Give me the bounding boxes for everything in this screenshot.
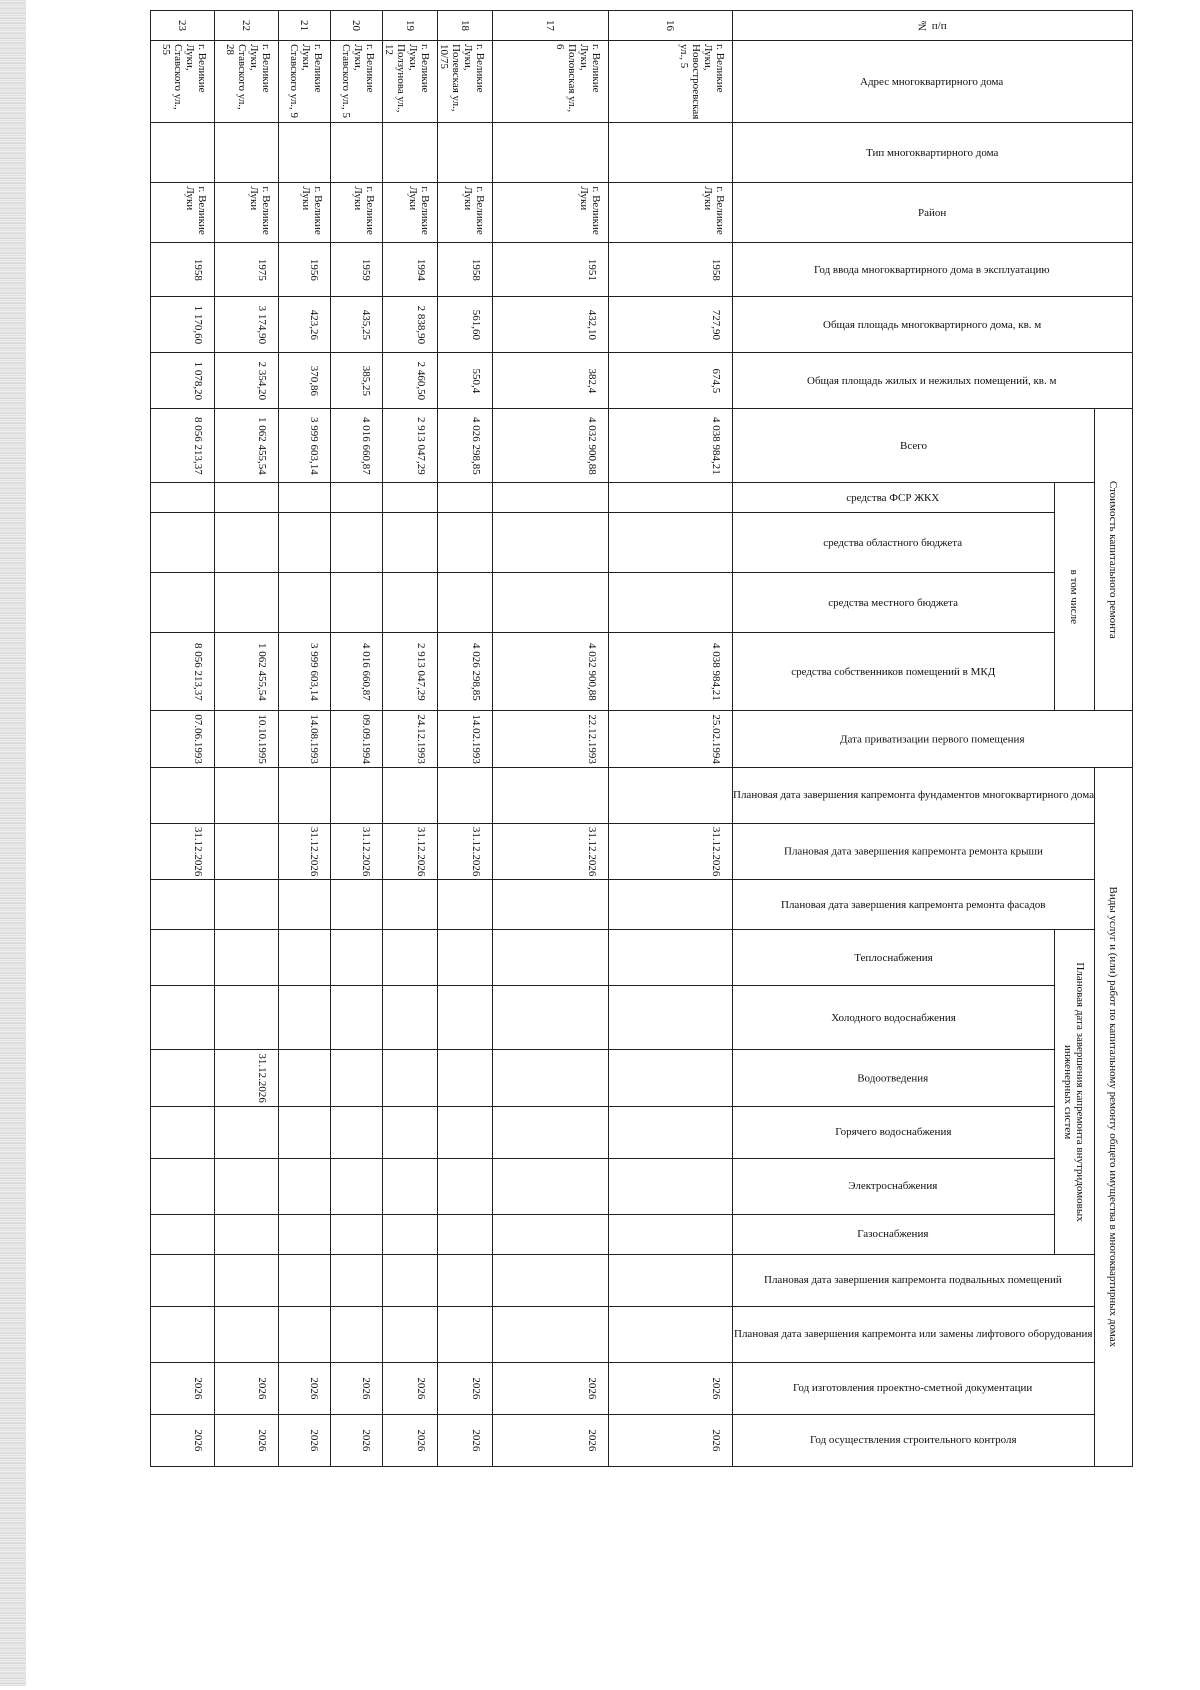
cell-sys-gas xyxy=(493,1214,609,1254)
cell-cost-owners: 4 026 298,85 xyxy=(438,633,493,711)
cell-cost-total: 4 038 984,21 xyxy=(609,409,733,483)
cell-year-construction-control: 2026 xyxy=(279,1414,331,1466)
table-row xyxy=(438,11,493,1467)
cell-sys-sewer xyxy=(493,1050,609,1107)
cell-address: г. Великие Луки, Ползунова ул., 12 xyxy=(383,41,438,123)
cell-sys-electric xyxy=(609,1158,733,1214)
cell-num: 22 xyxy=(215,11,279,41)
table-row xyxy=(493,11,609,1467)
cell-sys-gas xyxy=(279,1214,331,1254)
header-district: Район xyxy=(733,183,1133,243)
cell-plan-foundation xyxy=(438,767,493,823)
cell-cost-total: 2 913 047,29 xyxy=(383,409,438,483)
table-body xyxy=(151,11,733,1467)
cell-year-design: 2026 xyxy=(331,1362,383,1414)
cell-district: г. Великие Луки xyxy=(383,183,438,243)
cell-plan-facade xyxy=(609,880,733,930)
cell-plan-roof: 31.12.2026 xyxy=(438,823,493,880)
cell-cost-local xyxy=(215,573,279,633)
cell-sys-hot-water xyxy=(383,1106,438,1158)
cell-plan-facade xyxy=(151,880,215,930)
cell-sys-heat xyxy=(215,930,279,986)
cell-cost-fund xyxy=(151,483,215,513)
cell-total-area: 561,60 xyxy=(438,297,493,353)
header-cost-owners: средства собственников помещений в МКД xyxy=(733,633,1055,711)
cell-privatization-date: 09.09.1994 xyxy=(331,711,383,768)
cell-year-design: 2026 xyxy=(438,1362,493,1414)
cell-plan-facade xyxy=(493,880,609,930)
cell-plan-roof: 31.12.2026 xyxy=(609,823,733,880)
header-total-area: Общая площадь многоквартирного дома, кв. м xyxy=(733,297,1133,353)
cell-plan-facade xyxy=(383,880,438,930)
cell-sys-heat xyxy=(331,930,383,986)
cell-district: г. Великие Луки xyxy=(609,183,733,243)
cell-address: г. Великие Луки, Ставского ул., 5 xyxy=(331,41,383,123)
cell-cost-total: 1 062 455,54 xyxy=(215,409,279,483)
cell-sys-hot-water xyxy=(151,1106,215,1158)
cell-sys-gas xyxy=(331,1214,383,1254)
cell-sys-electric xyxy=(331,1158,383,1214)
cell-year-construction-control: 2026 xyxy=(609,1414,733,1466)
cell-living-area: 382,4 xyxy=(493,353,609,409)
header-sys-gas: Газоснабжения xyxy=(733,1214,1055,1254)
cell-cost-local xyxy=(383,573,438,633)
cell-house-type xyxy=(438,123,493,183)
cell-house-type xyxy=(331,123,383,183)
cell-cost-fund xyxy=(383,483,438,513)
cell-cost-total: 3 999 603,14 xyxy=(279,409,331,483)
cell-sys-sewer xyxy=(331,1050,383,1107)
cell-district: г. Великие Луки xyxy=(438,183,493,243)
cell-sys-heat xyxy=(151,930,215,986)
header-works-group: Виды услуг и (или) работ по капитальному ремонту общего имущества в многоквартирных домах xyxy=(1095,767,1133,1466)
rotated-document-page xyxy=(160,10,1133,1690)
cell-cost-fund xyxy=(438,483,493,513)
table-row xyxy=(215,11,279,1467)
header-sys-heat: Теплоснабжения xyxy=(733,930,1055,986)
cell-sys-gas xyxy=(609,1214,733,1254)
cell-sys-cold-water xyxy=(493,986,609,1050)
cell-year-built: 1958 xyxy=(609,243,733,297)
cell-sys-sewer xyxy=(609,1050,733,1107)
cell-address: г. Великие Луки, Ставского ул., 28 xyxy=(215,41,279,123)
cell-plan-facade xyxy=(215,880,279,930)
cell-cost-local xyxy=(331,573,383,633)
cell-sys-electric xyxy=(151,1158,215,1214)
cell-cost-region xyxy=(493,513,609,573)
cell-sys-gas xyxy=(383,1214,438,1254)
cell-year-design: 2026 xyxy=(151,1362,215,1414)
cell-year-built: 1994 xyxy=(383,243,438,297)
cell-privatization-date: 22.12.1993 xyxy=(493,711,609,768)
cell-sys-gas xyxy=(438,1214,493,1254)
cell-sys-cold-water xyxy=(438,986,493,1050)
cell-cost-region xyxy=(215,513,279,573)
cell-total-area: 432,10 xyxy=(493,297,609,353)
cell-plan-elevator xyxy=(493,1306,609,1362)
cell-sys-heat xyxy=(493,930,609,986)
cell-sys-gas xyxy=(151,1214,215,1254)
cell-plan-basement xyxy=(151,1254,215,1306)
cell-cost-fund xyxy=(215,483,279,513)
cell-sys-sewer xyxy=(438,1050,493,1107)
cell-year-design: 2026 xyxy=(383,1362,438,1414)
cell-sys-sewer xyxy=(383,1050,438,1107)
header-living-area: Общая площадь жилых и нежилых помещений, кв. м xyxy=(733,353,1133,409)
cell-living-area: 550,4 xyxy=(438,353,493,409)
cell-num: 21 xyxy=(279,11,331,41)
cell-cost-owners: 1 062 455,54 xyxy=(215,633,279,711)
table-row xyxy=(151,11,215,1467)
cell-district: г. Великие Луки xyxy=(493,183,609,243)
cell-year-design: 2026 xyxy=(279,1362,331,1414)
cell-address: г. Великие Луки, Половская ул., 6 xyxy=(493,41,609,123)
cell-num: 23 xyxy=(151,11,215,41)
cell-year-construction-control: 2026 xyxy=(383,1414,438,1466)
header-plan-foundation: Плановая дата завершения капремонта фундаментов многоквартирного дома xyxy=(733,767,1095,823)
cell-cost-region xyxy=(383,513,438,573)
header-plan-roof: Плановая дата завершения капремонта ремонта крыши xyxy=(733,823,1095,880)
cell-cost-region xyxy=(331,513,383,573)
cell-plan-elevator xyxy=(609,1306,733,1362)
cell-sys-cold-water xyxy=(609,986,733,1050)
cell-living-area: 385,25 xyxy=(331,353,383,409)
header-cost-incl: в том числе xyxy=(1054,483,1094,711)
cell-district: г. Великие Луки xyxy=(331,183,383,243)
cell-sys-sewer xyxy=(151,1050,215,1107)
cell-house-type xyxy=(215,123,279,183)
header-systems-group: Плановая дата завершения капремонта внутридомовых инженерных систем xyxy=(1054,930,1094,1255)
cell-plan-roof xyxy=(215,823,279,880)
cell-privatization-date: 25.02.1994 xyxy=(609,711,733,768)
cell-plan-roof: 31.12.2026 xyxy=(151,823,215,880)
cell-plan-roof: 31.12.2026 xyxy=(279,823,331,880)
cell-plan-elevator xyxy=(279,1306,331,1362)
header-year-construction-control: Год осуществления строительного контроля xyxy=(733,1414,1095,1466)
cell-cost-region xyxy=(438,513,493,573)
cell-plan-elevator xyxy=(215,1306,279,1362)
cell-year-design: 2026 xyxy=(215,1362,279,1414)
cell-sys-electric xyxy=(215,1158,279,1214)
header-address: Адрес многоквартирного дома xyxy=(733,41,1133,123)
cell-cost-owners: 4 016 660,87 xyxy=(331,633,383,711)
header-privatization-date: Дата приватизации первого помещения xyxy=(733,711,1133,768)
cell-num: 19 xyxy=(383,11,438,41)
cell-cost-fund xyxy=(331,483,383,513)
table-row xyxy=(279,11,331,1467)
cell-sys-electric xyxy=(438,1158,493,1214)
cell-privatization-date: 24.12.1993 xyxy=(383,711,438,768)
cell-total-area: 435,25 xyxy=(331,297,383,353)
cell-living-area: 2 460,50 xyxy=(383,353,438,409)
cell-address: г. Великие Луки, Полевская ул., 10/75 xyxy=(438,41,493,123)
header-year-design: Год изготовления проектно-сметной документации xyxy=(733,1362,1095,1414)
header-plan-elevator: Плановая дата завершения капремонта или замены лифтового оборудования xyxy=(733,1306,1095,1362)
cell-plan-elevator xyxy=(151,1306,215,1362)
cell-cost-local xyxy=(279,573,331,633)
cell-sys-hot-water xyxy=(609,1106,733,1158)
cell-num: 18 xyxy=(438,11,493,41)
cell-cost-owners: 4 032 900,88 xyxy=(493,633,609,711)
cell-plan-basement xyxy=(438,1254,493,1306)
header-cost-group: Стоимость капитального ремонта xyxy=(1095,409,1133,711)
cell-plan-foundation xyxy=(609,767,733,823)
cell-cost-total: 4 026 298,85 xyxy=(438,409,493,483)
cell-plan-roof: 31.12.2026 xyxy=(331,823,383,880)
cell-sys-heat xyxy=(438,930,493,986)
cell-sys-gas xyxy=(215,1214,279,1254)
cell-cost-local xyxy=(493,573,609,633)
table-row xyxy=(383,11,438,1467)
cell-sys-sewer xyxy=(279,1050,331,1107)
cell-cost-region xyxy=(151,513,215,573)
cell-cost-total: 8 056 213,37 xyxy=(151,409,215,483)
cell-num: 17 xyxy=(493,11,609,41)
cell-district: г. Великие Луки xyxy=(215,183,279,243)
scan-edge xyxy=(0,0,26,1686)
cell-total-area: 2 838,90 xyxy=(383,297,438,353)
cell-house-type xyxy=(279,123,331,183)
cell-cost-local xyxy=(151,573,215,633)
cell-plan-foundation xyxy=(215,767,279,823)
cell-cost-fund xyxy=(609,483,733,513)
cell-living-area: 1 078,20 xyxy=(151,353,215,409)
header-sys-electric: Электроснабжения xyxy=(733,1158,1055,1214)
cell-address: г. Великие Луки, Ставского ул., 9 xyxy=(279,41,331,123)
cell-cost-local xyxy=(438,573,493,633)
cell-plan-foundation xyxy=(331,767,383,823)
cell-plan-roof: 31.12.2026 xyxy=(493,823,609,880)
header-cost-total: Всего xyxy=(733,409,1095,483)
table-row xyxy=(609,11,733,1467)
cell-plan-basement xyxy=(215,1254,279,1306)
cell-plan-basement xyxy=(383,1254,438,1306)
cell-sys-hot-water xyxy=(331,1106,383,1158)
table-row xyxy=(331,11,383,1467)
cell-total-area: 1 170,60 xyxy=(151,297,215,353)
cell-year-built: 1959 xyxy=(331,243,383,297)
cell-district: г. Великие Луки xyxy=(151,183,215,243)
cell-total-area: 727,90 xyxy=(609,297,733,353)
cell-house-type xyxy=(151,123,215,183)
cell-cost-local xyxy=(609,573,733,633)
cell-cost-total: 4 016 660,87 xyxy=(331,409,383,483)
cell-privatization-date: 14.08.1993 xyxy=(279,711,331,768)
header-cost-region: средства областного бюджета xyxy=(733,513,1055,573)
cell-sys-electric xyxy=(279,1158,331,1214)
cell-plan-elevator xyxy=(331,1306,383,1362)
header-house-type: Тип многоквартирного дома xyxy=(733,123,1133,183)
cell-plan-foundation xyxy=(493,767,609,823)
cell-plan-facade xyxy=(438,880,493,930)
cell-cost-fund xyxy=(493,483,609,513)
header-sys-sewer: Водоотведения xyxy=(733,1050,1055,1107)
header-cost-local: средства местного бюджета xyxy=(733,573,1055,633)
cell-sys-cold-water xyxy=(215,986,279,1050)
cell-plan-foundation xyxy=(383,767,438,823)
cell-plan-facade xyxy=(279,880,331,930)
cell-total-area: 3 174,90 xyxy=(215,297,279,353)
header-plan-facade: Плановая дата завершения капремонта ремонта фасадов xyxy=(733,880,1095,930)
cell-year-built: 1956 xyxy=(279,243,331,297)
cell-plan-elevator xyxy=(438,1306,493,1362)
cell-num: 16 xyxy=(609,11,733,41)
cell-privatization-date: 14.02.1993 xyxy=(438,711,493,768)
cell-year-construction-control: 2026 xyxy=(493,1414,609,1466)
cell-year-design: 2026 xyxy=(493,1362,609,1414)
cell-sys-hot-water xyxy=(279,1106,331,1158)
cell-living-area: 674,5 xyxy=(609,353,733,409)
cell-cost-owners: 2 913 047,29 xyxy=(383,633,438,711)
cell-sys-heat xyxy=(383,930,438,986)
cell-year-built: 1958 xyxy=(151,243,215,297)
cell-plan-basement xyxy=(331,1254,383,1306)
cell-sys-hot-water xyxy=(215,1106,279,1158)
cell-sys-sewer: 31.12.2026 xyxy=(215,1050,279,1107)
cell-year-construction-control: 2026 xyxy=(151,1414,215,1466)
cell-year-built: 1958 xyxy=(438,243,493,297)
cell-sys-hot-water xyxy=(493,1106,609,1158)
cell-num: 20 xyxy=(331,11,383,41)
cell-sys-electric xyxy=(493,1158,609,1214)
header-plan-basement: Плановая дата завершения капремонта подвальных помещений xyxy=(733,1254,1095,1306)
capital-repair-table xyxy=(150,10,1133,1467)
cell-address: г. Великие Луки, Новостроевская ул., 5 xyxy=(609,41,733,123)
cell-house-type xyxy=(383,123,438,183)
cell-house-type xyxy=(609,123,733,183)
header-sys-hot-water: Горячего водоснабжения xyxy=(733,1106,1055,1158)
cell-sys-cold-water xyxy=(151,986,215,1050)
cell-cost-owners: 8 056 213,37 xyxy=(151,633,215,711)
cell-plan-roof: 31.12.2026 xyxy=(383,823,438,880)
cell-sys-hot-water xyxy=(438,1106,493,1158)
cell-cost-total: 4 032 900,88 xyxy=(493,409,609,483)
cell-cost-region xyxy=(609,513,733,573)
cell-house-type xyxy=(493,123,609,183)
cell-privatization-date: 07.06.1993 xyxy=(151,711,215,768)
cell-living-area: 2 354,20 xyxy=(215,353,279,409)
cell-cost-owners: 3 999 603,14 xyxy=(279,633,331,711)
cell-year-built: 1951 xyxy=(493,243,609,297)
cell-total-area: 423,26 xyxy=(279,297,331,353)
cell-address: г. Великие Луки, Ставского ул., 55 xyxy=(151,41,215,123)
cell-sys-cold-water xyxy=(383,986,438,1050)
cell-plan-facade xyxy=(331,880,383,930)
cell-sys-cold-water xyxy=(279,986,331,1050)
cell-sys-electric xyxy=(383,1158,438,1214)
cell-cost-fund xyxy=(279,483,331,513)
cell-sys-heat xyxy=(609,930,733,986)
cell-year-construction-control: 2026 xyxy=(331,1414,383,1466)
cell-living-area: 370,86 xyxy=(279,353,331,409)
cell-plan-foundation xyxy=(279,767,331,823)
cell-plan-foundation xyxy=(151,767,215,823)
cell-year-construction-control: 2026 xyxy=(215,1414,279,1466)
cell-cost-region xyxy=(279,513,331,573)
cell-plan-basement xyxy=(493,1254,609,1306)
cell-year-built: 1975 xyxy=(215,243,279,297)
cell-privatization-date: 10.10.1995 xyxy=(215,711,279,768)
cell-cost-owners: 4 038 984,21 xyxy=(609,633,733,711)
cell-year-design: 2026 xyxy=(609,1362,733,1414)
cell-sys-cold-water xyxy=(331,986,383,1050)
cell-plan-basement xyxy=(609,1254,733,1306)
cell-sys-heat xyxy=(279,930,331,986)
header-cost-fund: средства ФСР ЖКХ xyxy=(733,483,1055,513)
cell-district: г. Великие Луки xyxy=(279,183,331,243)
cell-year-construction-control: 2026 xyxy=(438,1414,493,1466)
header-year-built: Год ввода многоквартирного дома в эксплуатацию xyxy=(733,243,1133,297)
cell-plan-basement xyxy=(279,1254,331,1306)
header-num: № п/п xyxy=(733,11,1133,41)
header-sys-cold-water: Холодного водоснабжения xyxy=(733,986,1055,1050)
cell-plan-elevator xyxy=(383,1306,438,1362)
